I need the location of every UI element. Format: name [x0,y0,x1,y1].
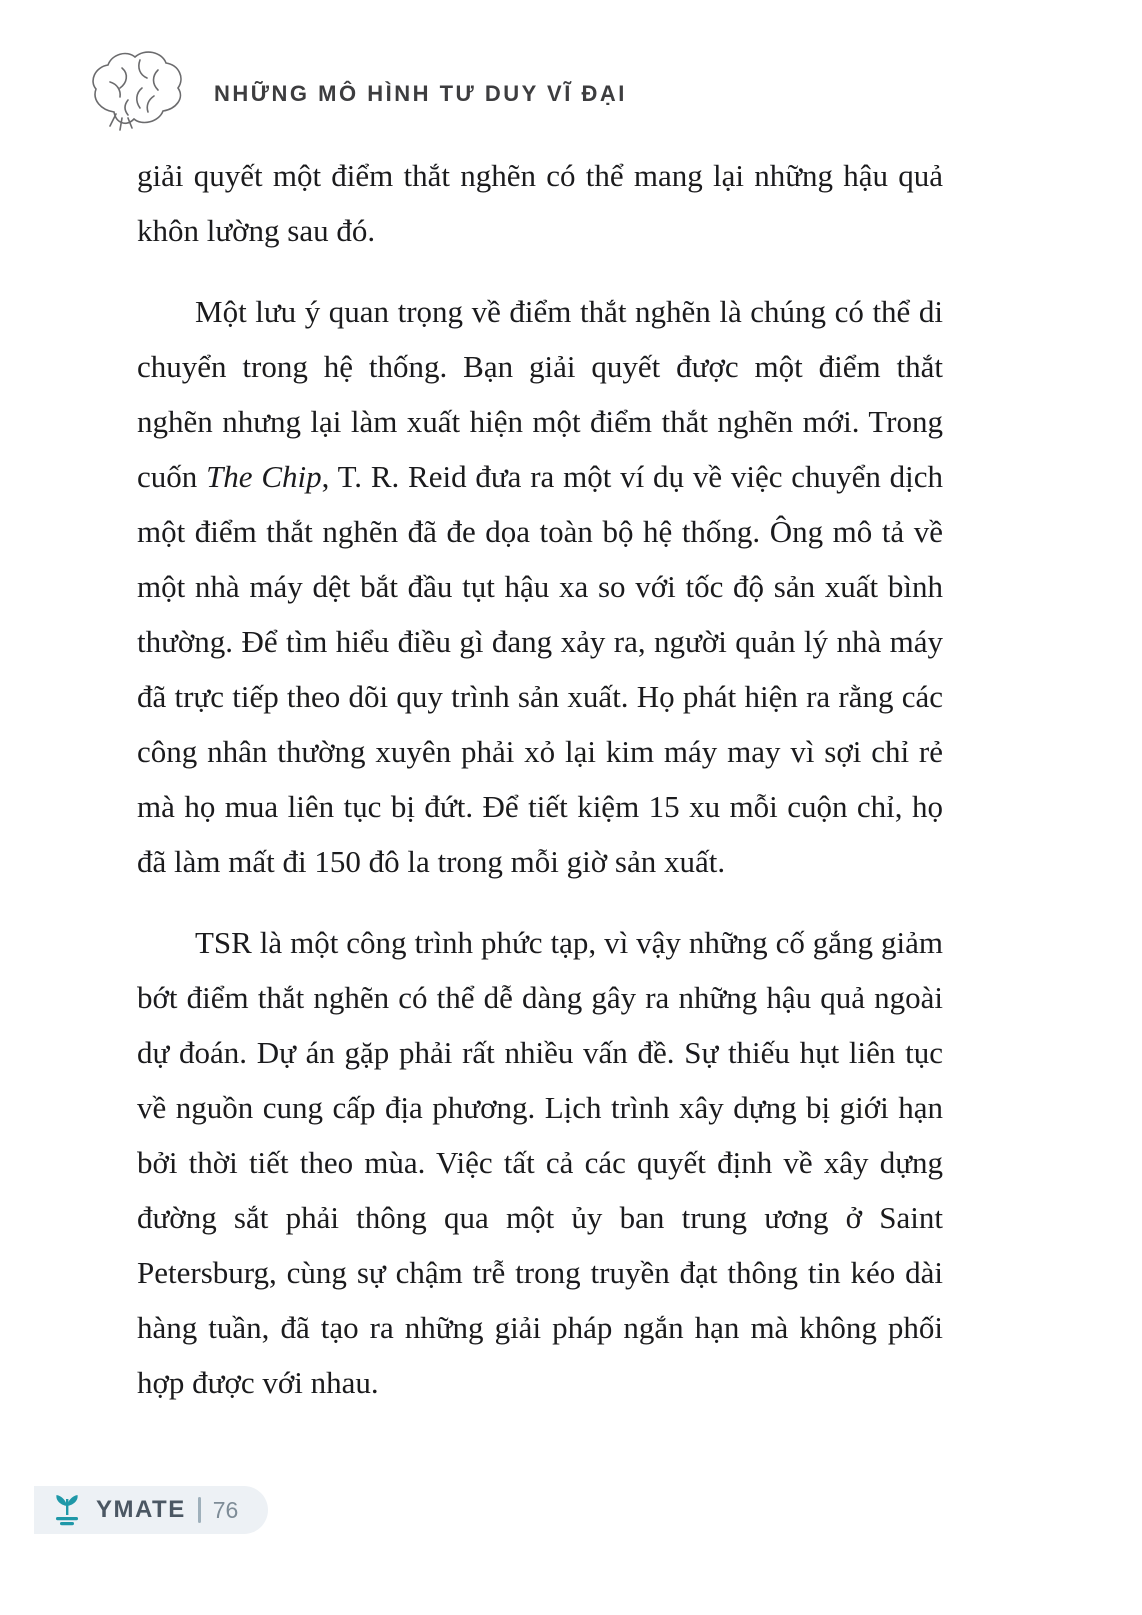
brain-icon [82,48,188,140]
body-text [137,148,943,1436]
paragraph-1-text: giải quyết một điểm thắt nghẽn có thể mang lại những hậu quả khôn lường sau đó. [137,158,943,248]
paragraph-2 [137,284,943,889]
book-title-italic: The Chip [206,459,322,494]
page-number: 76 [212,1496,239,1523]
paragraph-1 [137,148,943,258]
footer-brand: YMATE [96,1496,186,1523]
page-header [82,48,627,140]
paragraph-3 [137,915,943,1410]
paragraph-3-text: TSR là một công trình phức tạp, vì vậy những cố gắng giảm bớt điểm thắt nghẽn có thể dễ dàng gây ra những hậu quả ngoài dự đoán. Dự án gặp phải rất nhiều vấn đề. Sự thiếu hụt liên tục về nguồn cung cấp địa phương. Lịch trình xây dựng bị giới hạn bởi thời tiết theo mùa. Việc tất cả các quyết định về xây dựng đường sắt phải thông qua một ủy ban trung ương ở Saint Petersburg, cùng sự chậm trễ trong truyền đạt thông tin kéo dài hàng tuần, đã tạo ra những giải pháp ngắn hạn mà không phối hợp được với nhau. [137,925,943,1400]
paragraph-2-text-post: , T. R. Reid đưa ra một ví dụ về việc chuyển dịch một điểm thắt nghẽn đã đe dọa toàn bộ hệ thống. Ông mô tả về một nhà máy dệt bắt đầu tụt hậu xa so với tốc độ sản xuất bình thường. Để tìm hiểu điều gì đang xảy ra, người quản lý nhà máy đã trực tiếp theo dõi quy trình sản xuất. Họ phát hiện ra rằng các công nhân thường xuyên phải xỏ lại kim máy may vì sợi chỉ rẻ mà họ mua liên tục bị đứt. Để tiết kiệm 15 xu mỗi cuộn chỉ, họ đã làm mất đi 150 đô la trong mỗi giờ sản xuất. [137,459,943,879]
paragraph-2-text-pre: Một lưu ý quan trọng về điểm thắt nghẽn là chúng có thể di chuyển trong hệ thống. Bạn giải quyết được một điểm thắt nghẽn nhưng lại làm xuất hiện một điểm thắt nghẽn mới. Trong cuốn [137,294,943,494]
page-header-title: NHỮNG MÔ HÌNH TƯ DUY VĨ ĐẠI [214,81,627,106]
footer [34,1486,268,1534]
footer-divider [198,1497,201,1523]
ymate-logo-icon [50,1493,84,1527]
